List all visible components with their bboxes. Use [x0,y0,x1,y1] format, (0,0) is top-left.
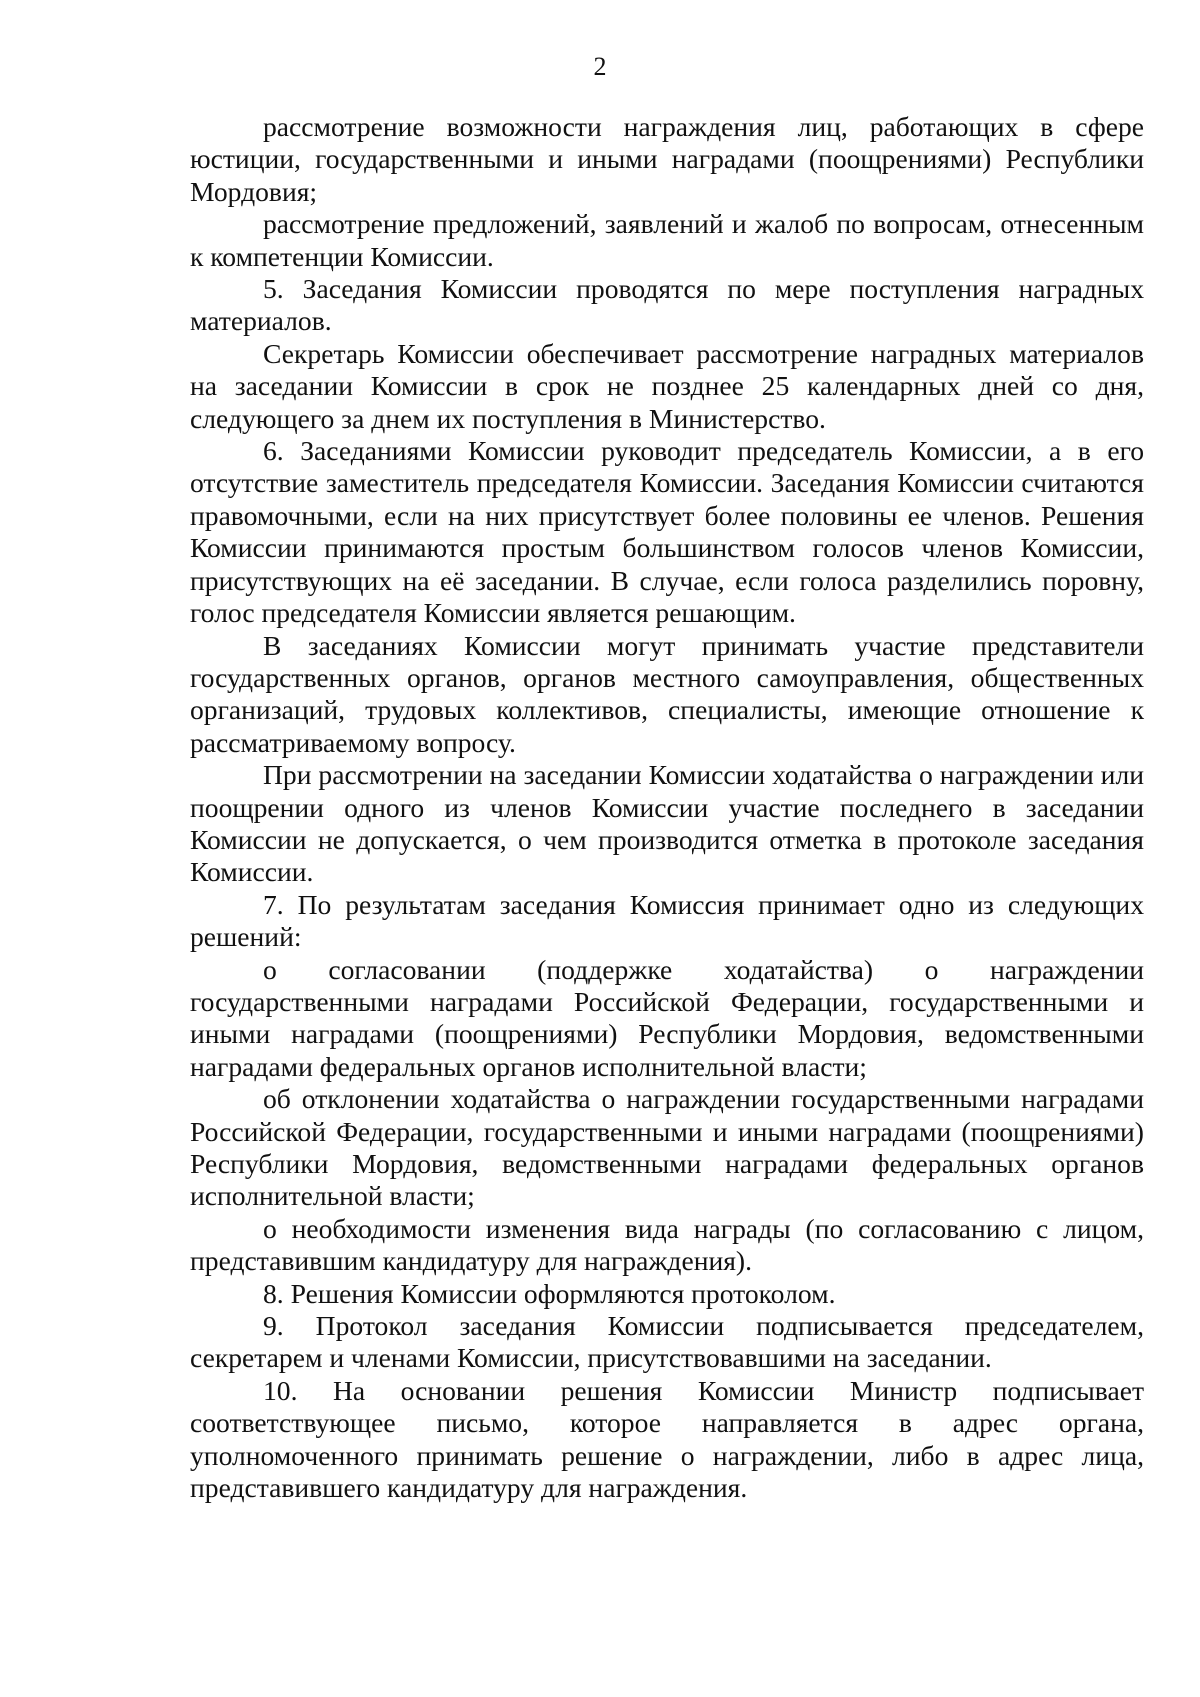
paragraph-11: о необходимости изменения вида награды (по согласованию с лицом, представившим кандидатуру для награждения). [190,1212,1144,1277]
paragraph-10: об отклонении ходатайства о награждении государственными наградами Российской Федерации, государственными и иными наградами (поощрениями) Республики Мордовия, ведомственными наградами федеральных органов исполнительной власти; [190,1083,1144,1212]
paragraph-4: Секретарь Комиссии обеспечивает рассмотрение наградных материалов на заседании Комиссии в срок не позднее 25 календарных дней со дня, следующего за днем их поступления в Министерство. [190,337,1144,434]
page-number: 2 [593,52,607,81]
paragraph-3: 5. Заседания Комиссии проводятся по мере поступления наградных материалов. [190,273,1144,337]
paragraph-7: При рассмотрении на заседании Комиссии ходатайства о награждении или поощрении одного из членов Комиссии участие последнего в заседании Комиссии не допускается, о чем производится отметка в протоколе заседания Комиссии. [190,759,1144,888]
paragraph-2: рассмотрение предложений, заявлений и жалоб по вопросам, отнесенным к компетенции Комиссии. [190,208,1144,272]
paragraph-6: В заседаниях Комиссии могут принимать участие представители государственных органов, органов местного самоуправления, общественных организаций, трудовых коллективов, специалисты, имеющие отношение к рассматриваемому вопросу. [190,629,1144,758]
paragraph-9: о согласовании (поддержке ходатайства) о награждении государственными наградами Российской Федерации, государственными и иными наградами (поощрениями) Республики Мордовия, ведомственными наградами федеральных органов исполнительной власти; [190,953,1144,1082]
paragraph-13: 9. Протокол заседания Комиссии подписывается председателем, секретарем и членами Комиссии, присутствовавшими на заседании. [190,1310,1144,1374]
paragraph-1: рассмотрение возможности награждения лиц, работающих в сфере юстиции, государственными и иными наградами (поощрениями) Республики Мордовия; [190,111,1144,207]
paragraph-12: 8. Решения Комиссии оформляются протоколом. [263,1277,836,1309]
paragraph-14: 10. На основании решения Комиссии Министр подписывает соответствующее письмо, которое направляется в адрес органа, уполномоченного принимать решение о награждении, либо в адрес лица, представившего кандидатуру для награждения. [190,1374,1144,1504]
paragraph-5: 6. Заседаниями Комиссии руководит председатель Комиссии, а в его отсутствие заместитель председателя Комиссии. Заседания Комиссии считаются правомочными, если на них присутствует более половины ее членов. Решения Комиссии принимаются простым большинством голосов членов Комиссии, присутствующих на её заседании. В случае, если голоса разделились поровну, голос председателя Комиссии является решающим. [190,435,1144,629]
document-body [190,111,1144,1504]
paragraph-8: 7. По результатам заседания Комиссия принимает одно из следующих решений: [190,888,1144,953]
